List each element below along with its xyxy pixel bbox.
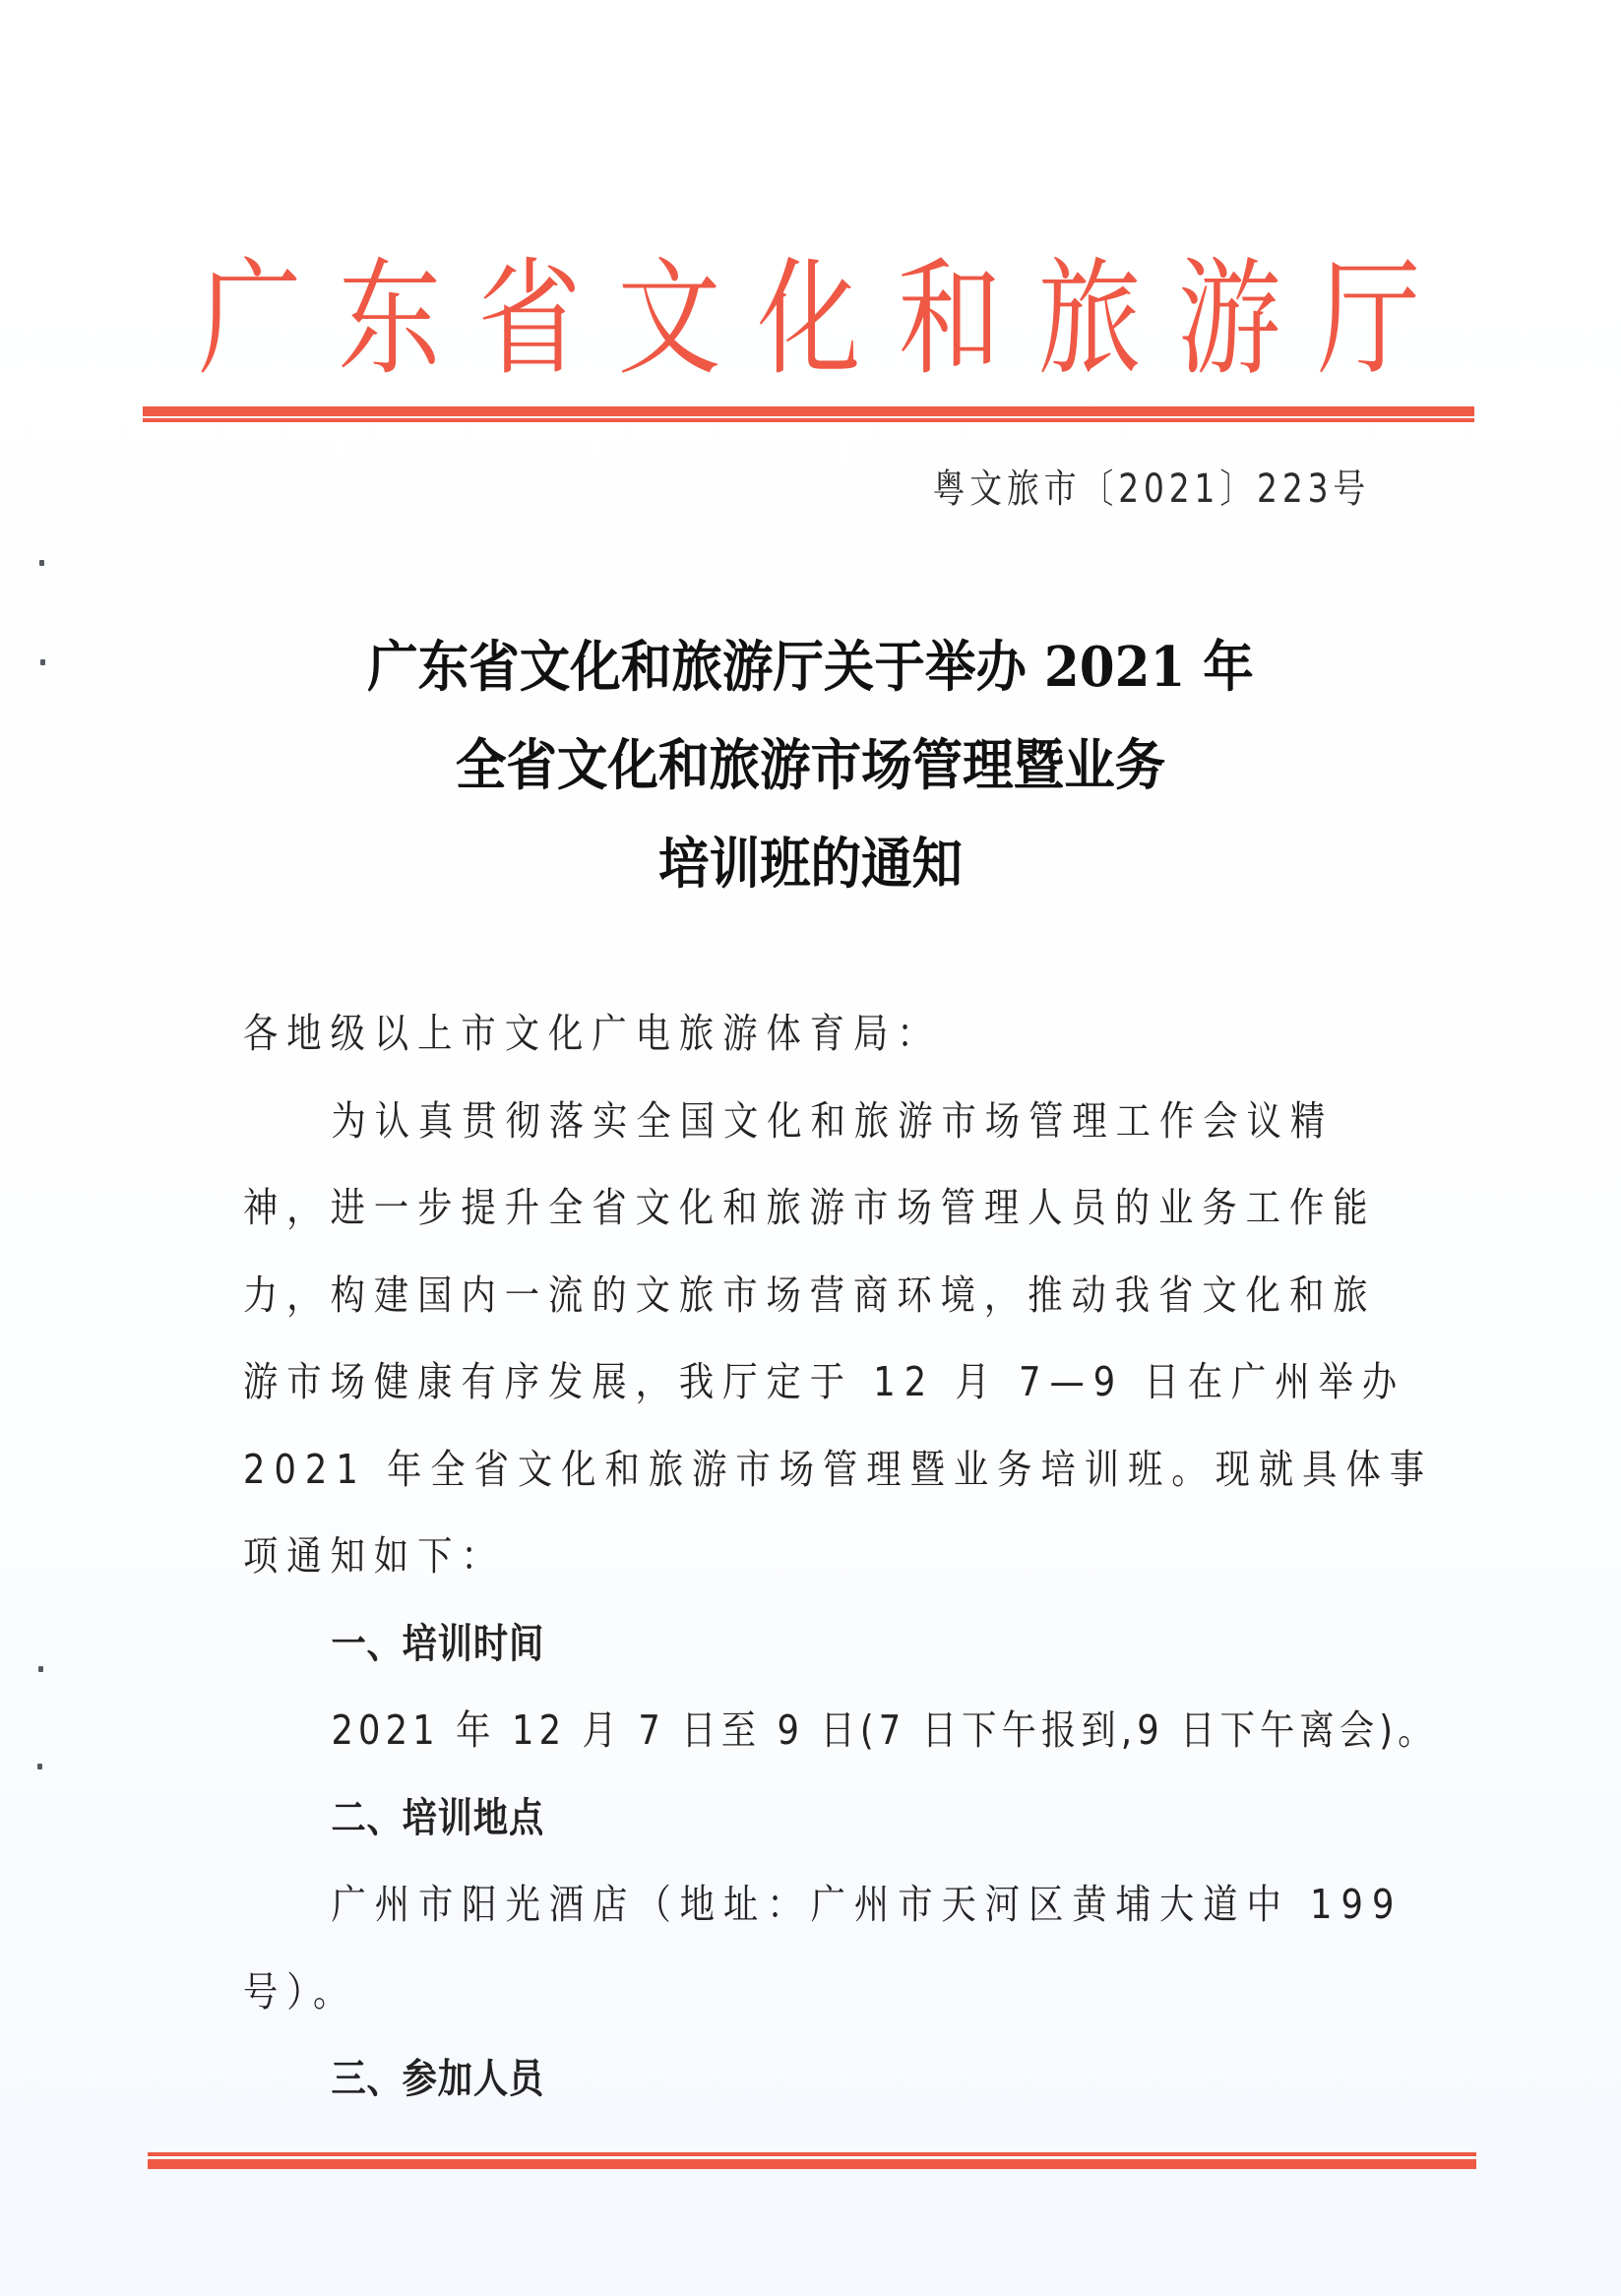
title-line: 培训班的通知: [657, 832, 964, 897]
agency-header-char: 化: [757, 246, 861, 393]
body-line: 为认真贯彻落实全国文化和旅游市场管理工作会议精: [331, 1096, 1335, 1145]
title-line: 全省文化和旅游市场管理暨业务: [455, 733, 1166, 798]
section-line: 广州市阳光酒店（地址：广州市天河区黄埔大道中 199: [331, 1881, 1403, 1928]
section-heading-training-time: 一、培训时间: [331, 1619, 545, 1667]
body-line: 力，构建国内一流的文旅市场营商环境，推动我省文化和旅: [243, 1271, 1377, 1319]
section-line: 号）。: [243, 1967, 357, 2016]
section-heading-training-location: 二、培训地点: [331, 1793, 545, 1841]
document-body: [243, 990, 1438, 2123]
agency-header-char: 游: [1177, 246, 1281, 393]
agency-header-char: 东: [338, 246, 442, 393]
body-line: 游市场健康有序发展，我厅定于 12 月 7—9 日在广州举办: [243, 1358, 1406, 1405]
document-number: 粤文旅市〔2021〕223号: [932, 466, 1370, 512]
scan-mark: [39, 560, 44, 566]
section-line: 2021 年 12 月 7 日至 9 日(7 日下午报到,9 日下午离会)。: [331, 1706, 1438, 1754]
scan-mark: [38, 1666, 43, 1672]
addressee: 各地级以上市文化广电旅游体育局：: [243, 1010, 941, 1057]
scan-mark: [37, 1764, 42, 1769]
agency-header-char: 文: [617, 246, 721, 393]
body-line: 项通知如下：: [243, 1532, 505, 1580]
section-heading-participants: 三、参加人员: [331, 2055, 545, 2102]
header-rule-thin: [143, 418, 1474, 422]
title-line: 广东省文化和旅游厅关于举办 2021 年: [367, 635, 1254, 700]
agency-header-char: 和: [898, 246, 1002, 393]
document-title: [0, 618, 1621, 913]
agency-header-char: 省: [477, 246, 582, 393]
footer-rule-thick: [148, 2159, 1476, 2169]
agency-header-char: 厅: [1317, 246, 1421, 393]
agency-header: [187, 246, 1432, 393]
body-line: 神，进一步提升全省文化和旅游市场管理人员的业务工作能: [243, 1184, 1377, 1231]
agency-header-char: 广: [198, 246, 302, 393]
body-line: 2021 年全省文化和旅游市场管理暨业务培训班。现就具体事: [243, 1445, 1434, 1493]
header-rule-thick: [143, 406, 1474, 416]
footer-rule-thin: [148, 2152, 1476, 2156]
agency-header-char: 旅: [1037, 246, 1142, 393]
